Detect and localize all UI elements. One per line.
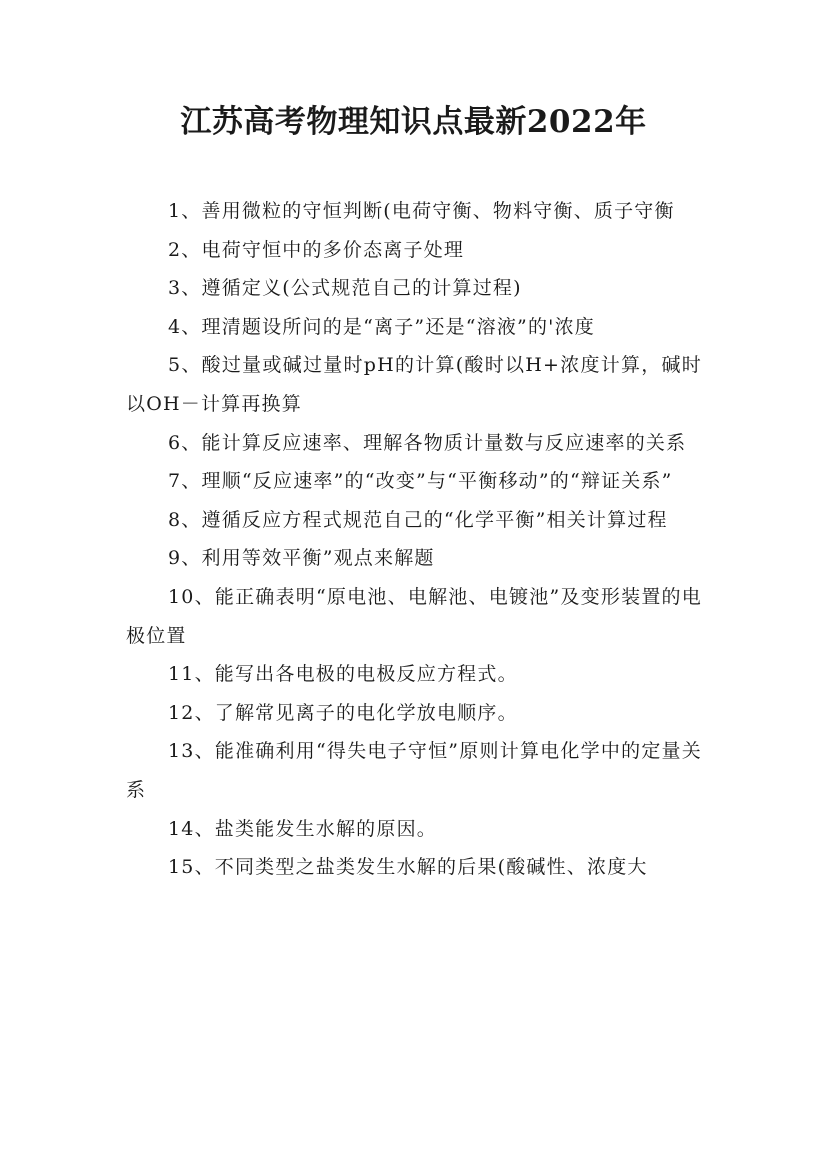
- paragraph-12: 12、了解常见离子的电化学放电顺序。: [168, 701, 518, 724]
- paragraph-2: 2、电荷守恒中的多价态离子处理: [168, 238, 465, 261]
- paragraph-4: 4、理清题设所问的是“离子”还是“溶液”的'浓度: [168, 315, 595, 338]
- paragraph-10: 10、能正确表明“原电池、电解池、电镀池”及变形装置的电极位置: [126, 585, 702, 647]
- paragraph-6: 6、能计算反应速率、理解各物质计量数与反应速率的关系: [168, 431, 687, 454]
- paragraph-3: 3、遵循定义(公式规范自己的计算过程): [168, 277, 522, 300]
- paragraph-15: 15、不同类型之盐类发生水解的后果(酸碱性、浓度大: [168, 856, 648, 879]
- paragraph-9: 9、利用等效平衡”观点来解题: [168, 547, 435, 570]
- paragraph-8: 8、遵循反应方程式规范自己的“化学平衡”相关计算过程: [168, 508, 668, 531]
- paragraph-11: 11、能写出各电极的电极反应方程式。: [168, 663, 518, 686]
- paragraph-1: 1、善用微粒的守恒判断(电荷守衡、物料守衡、质子守衡: [168, 200, 675, 222]
- paragraph-5: 5、酸过量或碱过量时pH的计算(酸时以H+浓度计算，碱时以OH－计算再换算: [126, 354, 702, 415]
- document-body: [126, 192, 702, 887]
- paragraph-7: 7、理顺“反应速率”的“改变”与“平衡移动”的“辩证关系”: [168, 470, 673, 493]
- paragraph-14: 14、盐类能发生水解的原因。: [168, 817, 437, 840]
- document-title: 江苏高考物理知识点最新2022年: [180, 104, 647, 140]
- paragraph-13: 13、能准确利用“得失电子守恒”原则计算电化学中的定量关系: [126, 740, 702, 801]
